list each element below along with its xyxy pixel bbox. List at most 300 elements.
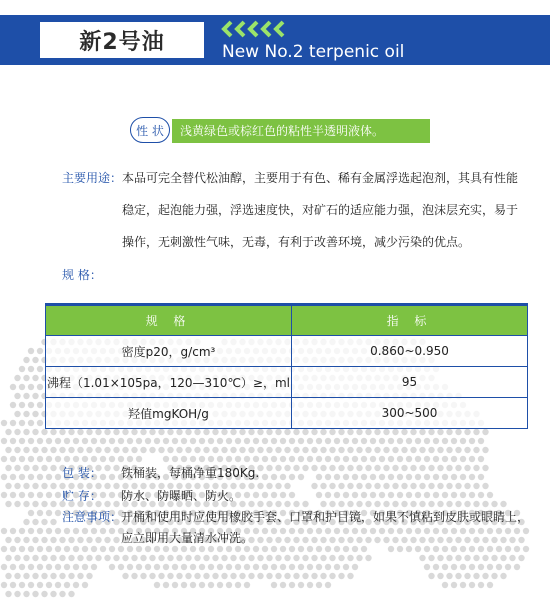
map-dot [136, 438, 142, 444]
map-dot [280, 564, 286, 570]
map-dot [212, 555, 218, 561]
map-dot [262, 564, 268, 570]
map-dot [289, 546, 295, 552]
map-dot [307, 528, 313, 534]
map-dot [64, 456, 70, 462]
packaging-text: 铁桶装，每桶净重180Kg. [121, 466, 260, 480]
map-dot [478, 528, 484, 534]
map-dot [50, 429, 56, 435]
map-dot [500, 501, 506, 507]
map-dot [365, 465, 371, 471]
map-dot [275, 555, 281, 561]
map-dot [329, 555, 335, 561]
map-dot [28, 402, 34, 408]
map-dot [271, 492, 277, 498]
map-dot [158, 573, 164, 579]
map-dot [10, 492, 16, 498]
map-dot [338, 555, 344, 561]
map-dot [275, 573, 281, 579]
map-dot [221, 447, 227, 453]
map-dot [113, 501, 119, 507]
map-dot [257, 447, 263, 453]
map-dot [478, 456, 484, 462]
map-dot [271, 564, 277, 570]
map-dot [451, 438, 457, 444]
map-dot [487, 546, 493, 552]
map-dot [329, 483, 335, 489]
map-dot [455, 429, 461, 435]
map-dot [365, 447, 371, 453]
map-dot [388, 474, 394, 480]
map-dot [100, 546, 106, 552]
map-dot [280, 546, 286, 552]
map-dot [55, 456, 61, 462]
map-dot [23, 429, 29, 435]
map-dot [23, 555, 29, 561]
map-dot [496, 564, 502, 570]
map-dot [113, 429, 119, 435]
map-dot [338, 465, 344, 471]
map-dot [329, 501, 335, 507]
map-dot [32, 537, 38, 543]
map-dot [275, 537, 281, 543]
map-dot [320, 573, 326, 579]
map-dot [284, 573, 290, 579]
map-dot [325, 528, 331, 534]
map-dot [64, 438, 70, 444]
map-dot [298, 582, 304, 588]
map-dot [136, 546, 142, 552]
map-dot [172, 546, 178, 552]
map-dot [370, 492, 376, 498]
map-dot [320, 483, 326, 489]
map-dot [244, 456, 250, 462]
map-dot [433, 564, 439, 570]
map-dot [217, 582, 223, 588]
map-dot [257, 483, 263, 489]
map-dot [73, 546, 79, 552]
map-dot [298, 528, 304, 534]
map-dot [280, 456, 286, 462]
map-dot [284, 555, 290, 561]
map-dot [68, 591, 74, 597]
map-dot [46, 546, 52, 552]
map-dot [55, 474, 61, 480]
map-dot [23, 411, 29, 417]
map-dot [505, 546, 511, 552]
map-dot [424, 492, 430, 498]
map-dot [424, 456, 430, 462]
map-dot [176, 447, 182, 453]
property-text: 浅黄绿色或棕红色的粘性半透明液体。 [180, 124, 385, 138]
map-dot [302, 573, 308, 579]
map-dot [478, 492, 484, 498]
map-dot [266, 447, 272, 453]
map-dot [347, 483, 353, 489]
map-dot [86, 447, 92, 453]
map-dot [50, 591, 56, 597]
map-dot [23, 501, 29, 507]
map-dot [361, 474, 367, 480]
map-dot [68, 429, 74, 435]
map-dot [46, 510, 52, 516]
map-dot [19, 474, 25, 480]
title-banner [0, 15, 550, 65]
map-dot [14, 483, 20, 489]
map-dot [91, 564, 97, 570]
map-dot [424, 528, 430, 534]
map-dot [5, 483, 11, 489]
map-dot [14, 393, 20, 399]
map-dot [235, 582, 241, 588]
map-dot [356, 483, 362, 489]
chevrons-left-icon [215, 20, 295, 38]
map-dot [325, 456, 331, 462]
map-dot [523, 528, 529, 534]
map-dot [194, 555, 200, 561]
map-dot [37, 474, 43, 480]
map-dot [122, 429, 128, 435]
map-dot [478, 564, 484, 570]
map-dot [190, 438, 196, 444]
map-dot [424, 474, 430, 480]
storage-text: 防水、防曝晒、防火。 [121, 489, 242, 503]
map-dot [100, 528, 106, 534]
map-dot [86, 555, 92, 561]
map-dot [302, 447, 308, 453]
map-dot [262, 474, 268, 480]
map-dot [271, 474, 277, 480]
map-dot [208, 546, 214, 552]
map-dot [370, 438, 376, 444]
map-dot [109, 474, 115, 480]
map-dot [293, 447, 299, 453]
map-dot [167, 555, 173, 561]
map-dot [320, 501, 326, 507]
map-dot [91, 528, 97, 534]
map-dot [14, 375, 20, 381]
map-dot [370, 528, 376, 534]
map-dot [46, 564, 52, 570]
map-dot [293, 465, 299, 471]
map-dot [235, 564, 241, 570]
map-dot [127, 546, 133, 552]
map-dot [451, 582, 457, 588]
map-dot [19, 384, 25, 390]
table-cell: 95 [292, 367, 528, 398]
map-dot [329, 537, 335, 543]
map-dot [19, 528, 25, 534]
map-dot [482, 483, 488, 489]
map-dot [109, 564, 115, 570]
map-dot [181, 546, 187, 552]
map-dot [1, 492, 7, 498]
map-dot [109, 528, 115, 534]
map-dot [356, 465, 362, 471]
map-dot [271, 582, 277, 588]
map-dot [316, 582, 322, 588]
map-dot [41, 555, 47, 561]
map-dot [28, 438, 34, 444]
map-dot [460, 492, 466, 498]
map-dot [437, 501, 443, 507]
map-dot [293, 537, 299, 543]
map-dot [289, 492, 295, 498]
map-dot [473, 501, 479, 507]
map-dot [455, 501, 461, 507]
map-dot [307, 546, 313, 552]
map-dot [253, 528, 259, 534]
map-dot [406, 456, 412, 462]
map-dot [388, 546, 394, 552]
map-dot [401, 447, 407, 453]
map-dot [68, 537, 74, 543]
packaging-label: 包 装： [62, 466, 102, 480]
map-dot [284, 429, 290, 435]
map-dot [289, 474, 295, 480]
map-dot [50, 537, 56, 543]
map-dot [307, 564, 313, 570]
map-dot [320, 429, 326, 435]
map-dot [262, 456, 268, 462]
map-dot [343, 456, 349, 462]
map-dot [91, 546, 97, 552]
map-dot [73, 456, 79, 462]
map-dot [451, 492, 457, 498]
map-dot [118, 456, 124, 462]
map-dot [127, 456, 133, 462]
map-dot [41, 591, 47, 597]
map-dot [23, 375, 29, 381]
map-dot [230, 447, 236, 453]
map-dot [424, 438, 430, 444]
map-dot [437, 483, 443, 489]
map-dot [32, 483, 38, 489]
map-dot [302, 465, 308, 471]
map-dot [356, 447, 362, 453]
map-dot [311, 447, 317, 453]
map-dot [136, 456, 142, 462]
table-cell: 0.860~0.950 [292, 336, 528, 367]
map-dot [262, 492, 268, 498]
map-dot [73, 438, 79, 444]
map-dot [419, 483, 425, 489]
map-dot [293, 573, 299, 579]
map-dot [460, 546, 466, 552]
map-dot [5, 573, 11, 579]
map-dot [505, 564, 511, 570]
map-dot [442, 546, 448, 552]
table-row [46, 336, 528, 367]
map-dot [86, 429, 92, 435]
map-dot [500, 573, 506, 579]
map-dot [176, 573, 182, 579]
map-dot [253, 546, 259, 552]
map-dot [113, 483, 119, 489]
map-dot [28, 492, 34, 498]
map-dot [46, 474, 52, 480]
map-dot [446, 501, 452, 507]
map-dot [347, 555, 353, 561]
map-dot [5, 465, 11, 471]
map-dot [514, 528, 520, 534]
map-dot [437, 429, 443, 435]
map-dot [437, 555, 443, 561]
map-dot [415, 474, 421, 480]
map-dot [50, 555, 56, 561]
map-dot [253, 438, 259, 444]
map-dot [248, 447, 254, 453]
map-dot [217, 438, 223, 444]
map-dot [235, 438, 241, 444]
map-dot [311, 555, 317, 561]
map-dot [316, 564, 322, 570]
map-dot [235, 546, 241, 552]
map-dot [64, 582, 70, 588]
map-dot [302, 537, 308, 543]
map-dot [163, 564, 169, 570]
map-dot [145, 564, 151, 570]
storage-label: 贮 存： [62, 489, 102, 503]
map-dot [253, 456, 259, 462]
table-cell: 密度p20，g/cm³ [46, 336, 292, 367]
map-dot [37, 348, 43, 354]
map-dot [302, 501, 308, 507]
map-dot [86, 537, 92, 543]
map-dot [167, 429, 173, 435]
map-dot [172, 582, 178, 588]
map-dot [352, 528, 358, 534]
map-dot [275, 501, 281, 507]
map-dot [482, 447, 488, 453]
map-dot [428, 501, 434, 507]
map-dot [203, 573, 209, 579]
map-dot [298, 456, 304, 462]
map-dot [343, 492, 349, 498]
map-dot [410, 447, 416, 453]
map-dot [199, 456, 205, 462]
map-dot [482, 465, 488, 471]
map-dot [32, 411, 38, 417]
map-dot [32, 519, 38, 525]
map-dot [347, 573, 353, 579]
map-dot [226, 438, 232, 444]
map-dot [325, 438, 331, 444]
map-dot [464, 483, 470, 489]
map-dot [334, 564, 340, 570]
map-dot [473, 429, 479, 435]
map-dot [77, 537, 83, 543]
map-dot [302, 555, 308, 561]
map-dot [284, 465, 290, 471]
map-dot [32, 573, 38, 579]
map-dot [442, 582, 448, 588]
map-dot [446, 447, 452, 453]
map-dot [1, 474, 7, 480]
map-dot [379, 492, 385, 498]
map-dot [127, 438, 133, 444]
map-dot [275, 447, 281, 453]
map-dot [334, 474, 340, 480]
map-dot [68, 447, 74, 453]
map-dot [428, 573, 434, 579]
map-dot [10, 384, 16, 390]
map-dot [257, 555, 263, 561]
map-dot [293, 555, 299, 561]
map-dot [442, 474, 448, 480]
map-dot [419, 501, 425, 507]
map-dot [140, 573, 146, 579]
map-dot [280, 528, 286, 534]
map-dot [14, 447, 20, 453]
map-dot [32, 501, 38, 507]
spec-table [45, 303, 528, 429]
map-dot [325, 546, 331, 552]
map-dot [19, 546, 25, 552]
map-dot [23, 357, 29, 363]
map-dot [109, 492, 115, 498]
map-dot [437, 465, 443, 471]
map-dot [415, 528, 421, 534]
map-dot [41, 573, 47, 579]
map-dot [248, 429, 254, 435]
map-dot [244, 582, 250, 588]
table-header-row [46, 305, 528, 336]
table-cell: 沸程（1.01×105pa，120—310℃）≥，ml [46, 367, 292, 398]
map-dot [109, 438, 115, 444]
map-dot [280, 474, 286, 480]
map-dot [131, 429, 137, 435]
map-dot [509, 537, 515, 543]
map-dot [14, 555, 20, 561]
map-dot [383, 465, 389, 471]
column-header-index: 指 标 [292, 305, 528, 336]
map-dot [325, 474, 331, 480]
notes-line: 开桶和使用时应使用橡胶手套、口罩和护目镜，如果不慎粘到皮肤或眼睛上， [121, 510, 530, 524]
map-dot [365, 555, 371, 561]
map-dot [5, 447, 11, 453]
map-dot [487, 528, 493, 534]
map-dot [154, 546, 160, 552]
map-dot [95, 447, 101, 453]
map-dot [59, 537, 65, 543]
map-dot [469, 528, 475, 534]
map-dot [343, 546, 349, 552]
map-dot [320, 555, 326, 561]
map-dot [415, 492, 421, 498]
map-dot [10, 456, 16, 462]
map-dot [325, 492, 331, 498]
map-dot [316, 492, 322, 498]
map-dot [406, 546, 412, 552]
map-dot [455, 537, 461, 543]
map-dot [145, 438, 151, 444]
map-dot [406, 528, 412, 534]
map-dot [167, 447, 173, 453]
map-dot [365, 429, 371, 435]
map-dot [140, 429, 146, 435]
map-dot [338, 501, 344, 507]
map-dot [482, 555, 488, 561]
map-dot [289, 438, 295, 444]
map-dot [28, 546, 34, 552]
map-dot [221, 429, 227, 435]
map-dot [266, 555, 272, 561]
map-dot [46, 456, 52, 462]
map-dot [487, 582, 493, 588]
map-dot [442, 492, 448, 498]
map-dot [262, 546, 268, 552]
